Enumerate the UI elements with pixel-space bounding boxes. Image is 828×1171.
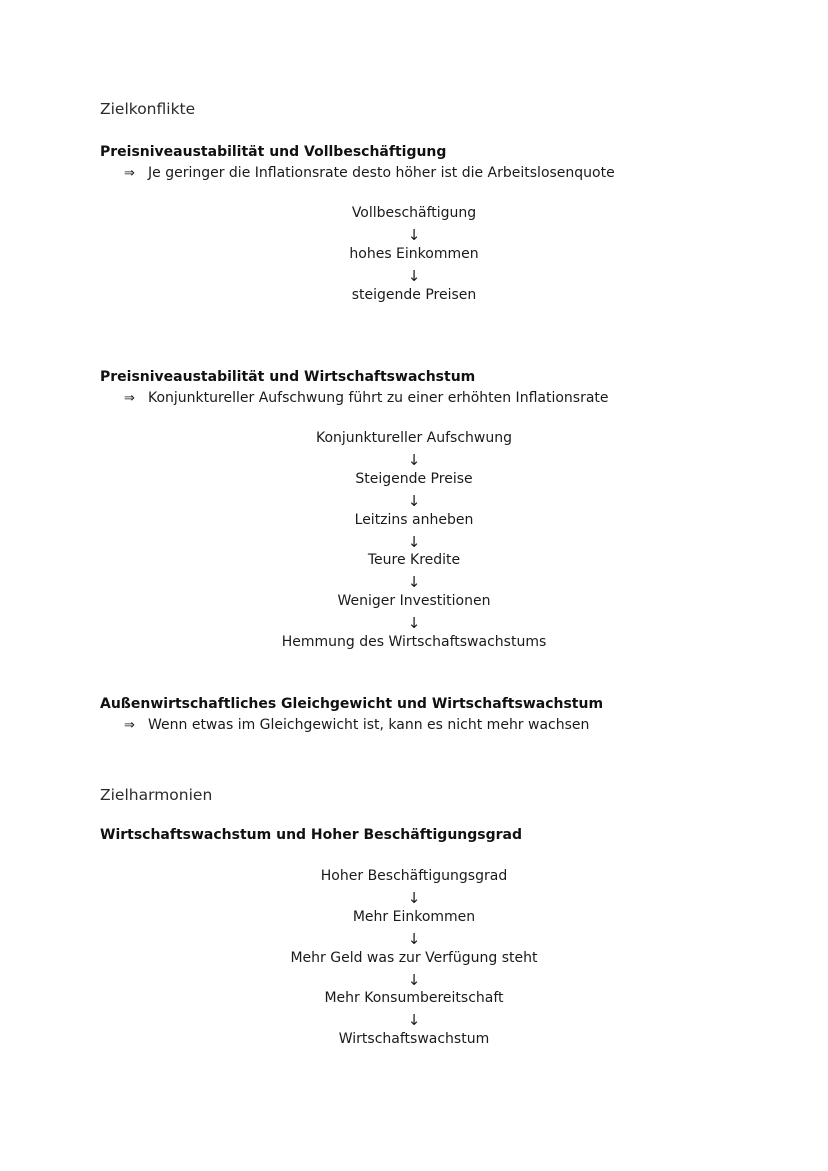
chain-item: hohes Einkommen xyxy=(349,246,479,262)
section-title-zielharmonien: Zielharmonien xyxy=(100,786,213,804)
down-arrow-icon: ↓ xyxy=(407,614,421,632)
implication-text: Konjunktureller Aufschwung führt zu einer erhöhten Inflationsrate xyxy=(148,390,609,406)
heading-wachstum-beschaeftigung: Wirtschaftswachstum und Hoher Beschäftigungsgrad xyxy=(100,827,523,843)
implication-2 xyxy=(124,390,609,406)
chain-item: Konjunktureller Aufschwung xyxy=(315,430,512,446)
down-arrow-icon: ↓ xyxy=(407,451,421,469)
chain-item: Mehr Geld was zur Verfügung steht xyxy=(290,950,538,966)
down-arrow-icon: ↓ xyxy=(407,971,421,989)
chain-item: Steigende Preise xyxy=(355,471,473,487)
implication-text: Wenn etwas im Gleichgewicht ist, kann es nicht mehr wachsen xyxy=(148,717,590,733)
down-arrow-icon: ↓ xyxy=(407,533,421,551)
implies-arrow-icon: ⇒ xyxy=(124,718,135,733)
implication-text: Je geringer die Inflationsrate desto höher ist die Arbeitslosenquote xyxy=(148,165,615,181)
down-arrow-icon: ↓ xyxy=(407,226,421,244)
chain-item: Hoher Beschäftigungsgrad xyxy=(320,868,508,884)
chain-item: Teure Kredite xyxy=(367,552,461,568)
chain-item: steigende Preisen xyxy=(351,287,477,303)
down-arrow-icon: ↓ xyxy=(407,573,421,591)
implies-arrow-icon: ⇒ xyxy=(124,391,135,406)
chain-item: Mehr Einkommen xyxy=(352,909,476,925)
down-arrow-icon: ↓ xyxy=(407,267,421,285)
implication-3 xyxy=(124,717,589,733)
heading-preis-vollbeschaeftigung: Preisniveaustabilität und Vollbeschäftigung xyxy=(100,144,447,160)
chain-item: Wirtschaftswachstum xyxy=(338,1031,490,1047)
implication-1 xyxy=(124,165,615,181)
chain-item: Vollbeschäftigung xyxy=(351,205,477,221)
chain-item: Weniger Investitionen xyxy=(337,593,491,609)
heading-preis-wachstum: Preisniveaustabilität und Wirtschaftswachstum xyxy=(100,369,476,385)
chain-item: Leitzins anheben xyxy=(354,512,474,528)
heading-aussenwirtschaft-wachstum: Außenwirtschaftliches Gleichgewicht und Wirtschaftswachstum xyxy=(100,696,604,712)
down-arrow-icon: ↓ xyxy=(407,1011,421,1029)
chain-item: Mehr Konsumbereitschaft xyxy=(324,990,504,1006)
down-arrow-icon: ↓ xyxy=(407,889,421,907)
down-arrow-icon: ↓ xyxy=(407,930,421,948)
chain-item: Hemmung des Wirtschaftswachstums xyxy=(281,634,547,650)
implies-arrow-icon: ⇒ xyxy=(124,166,135,181)
down-arrow-icon: ↓ xyxy=(407,492,421,510)
section-title-zielkonflikte: Zielkonflikte xyxy=(100,100,196,118)
